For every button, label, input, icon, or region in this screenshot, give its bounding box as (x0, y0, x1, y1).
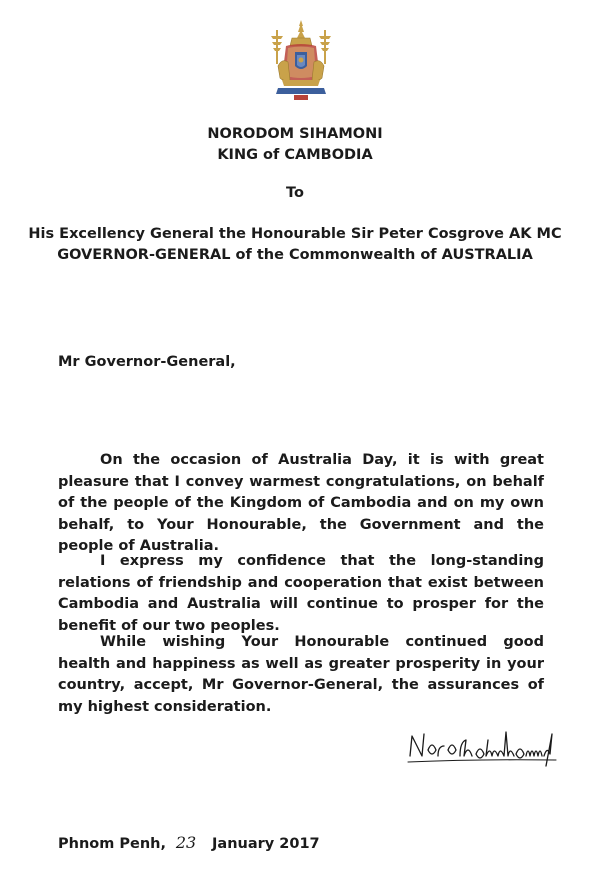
body-paragraph-3: While wishing Your Honourable continued good health and happiness as well as greater prosperity in your country, accept, Mr Governor-General, the assurances of my highest consideration. (58, 634, 544, 715)
to-label: To (286, 185, 304, 201)
royal-coat-of-arms-icon (266, 18, 336, 102)
sender-name: NORODOM SIHAMONI (207, 126, 383, 142)
closing-month-year: January 2017 (212, 836, 320, 852)
body-paragraph-2: I express my confidence that the long-standing relations of friendship and cooperation that exist between Cambodia and Australia will continue to prosper for the benefit of our two peoples. (58, 553, 544, 634)
date-line (58, 832, 320, 855)
closing-place: Phnom Penh, (58, 836, 167, 852)
sender-title: KING of CAMBODIA (217, 147, 373, 163)
handwritten-signature-icon (406, 726, 558, 768)
recipient-line-1: His Excellency General the Honourable Sir Peter Cosgrove AK MC (28, 226, 562, 242)
salutation: Mr Governor-General, (58, 354, 236, 370)
recipient-line-2: GOVERNOR-GENERAL of the Commonwealth of AUSTRALIA (57, 247, 533, 263)
body-paragraph-1: On the occasion of Australia Day, it is with great pleasure that I convey warmest congratulations, on behalf of the people of the Kingdom of Cambodia and on my own behalf, to Your Honourable, the Government and the people of Australia. (58, 452, 544, 554)
closing-day: 23 (175, 833, 197, 852)
